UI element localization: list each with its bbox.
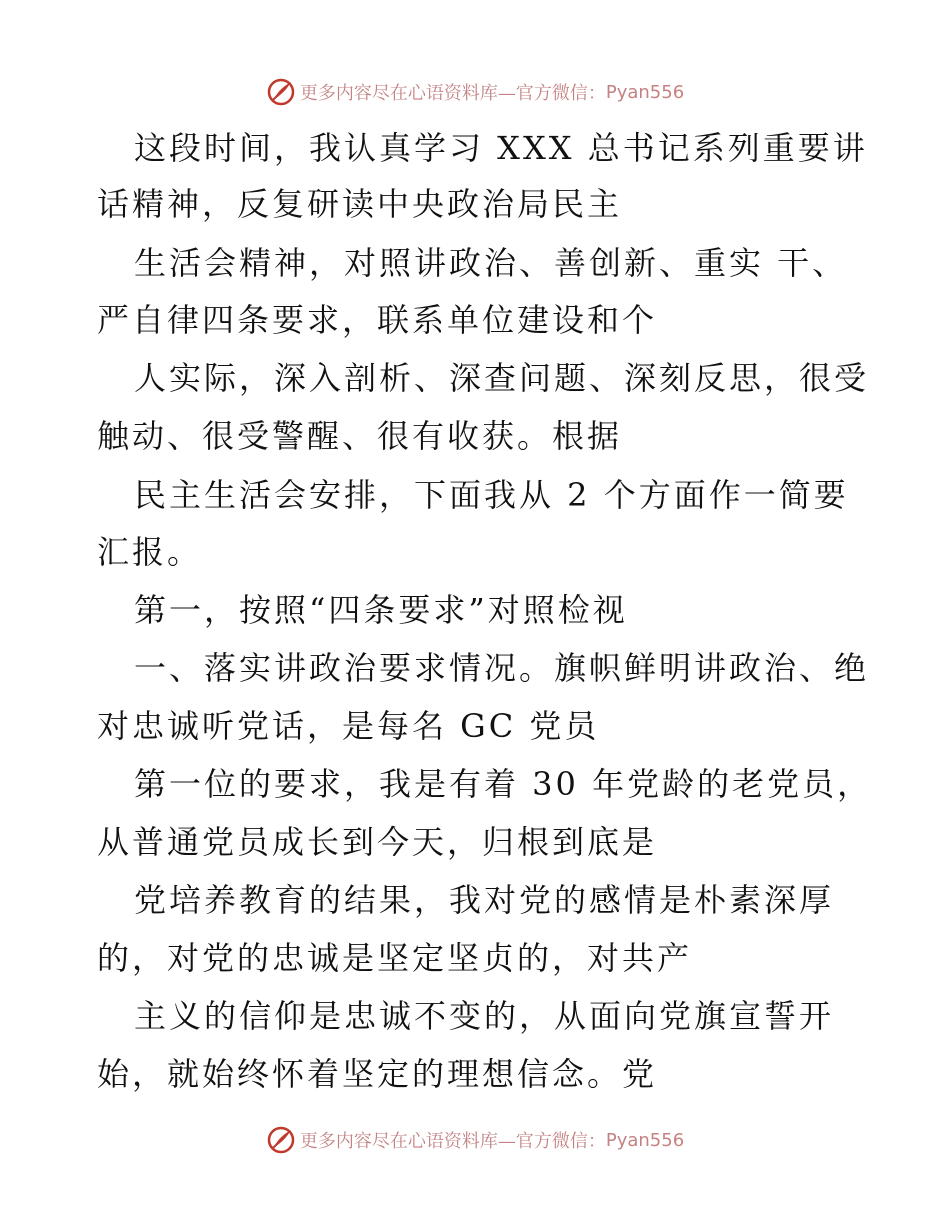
wechat-account: Pyan556 — [605, 81, 685, 103]
feather-pen-logo-icon — [266, 77, 296, 107]
text-line: 对忠诚听党话，是每名 GC 党员 — [97, 707, 600, 745]
section-heading: 第一，按照“四条要求”对照检视 — [134, 591, 628, 629]
text-line: 严自律四条要求，联系单位建设和个 — [97, 301, 658, 339]
banner-text: 更多内容尽在心语资料库—官方微信： — [299, 1131, 606, 1152]
text-line: 汇报。 — [97, 533, 203, 571]
text-line: 第一位的要求，我是有着 30 年党龄的老党员， — [134, 765, 873, 803]
banner-text: 更多内容尽在心语资料库—官方微信： — [299, 83, 606, 104]
text-line: 主义的信仰是忠诚不变的，从面向党旗宣誓开 — [134, 997, 835, 1035]
text-line: 党培养教育的结果，我对党的感情是朴素深厚 — [134, 881, 835, 919]
feather-pen-logo-icon — [266, 1125, 296, 1155]
text-line: 的，对党的忠诚是坚定坚贞的，对共产 — [97, 939, 693, 977]
text-line: 民主生活会安排，下面我从 2 个方面作一简要 — [134, 476, 849, 514]
text-line: 一、落实讲政治要求情况。旗帜鲜明讲政治、绝 — [134, 649, 870, 687]
wechat-account: Pyan556 — [605, 1129, 685, 1151]
text-line: 生活会精神，对照讲政治、善创新、重实 干、 — [134, 244, 848, 282]
text-line: 始，就始终怀着坚定的理想信念。党 — [97, 1055, 658, 1093]
text-line: 这段时间，我认真学习 XXX 总书记系列重要讲 — [134, 129, 868, 167]
header-banner — [0, 72, 950, 112]
text-line: 话精神，反复研读中央政治局民主 — [97, 185, 623, 223]
text-line: 从普通党员成长到今天，归根到底是 — [97, 823, 658, 861]
text-line: 触动、很受警醒、很有收获。根据 — [97, 417, 623, 455]
text-line: 人实际，深入剖析、深查问题、深刻反思，很受 — [134, 359, 870, 397]
footer-banner — [0, 1120, 950, 1160]
